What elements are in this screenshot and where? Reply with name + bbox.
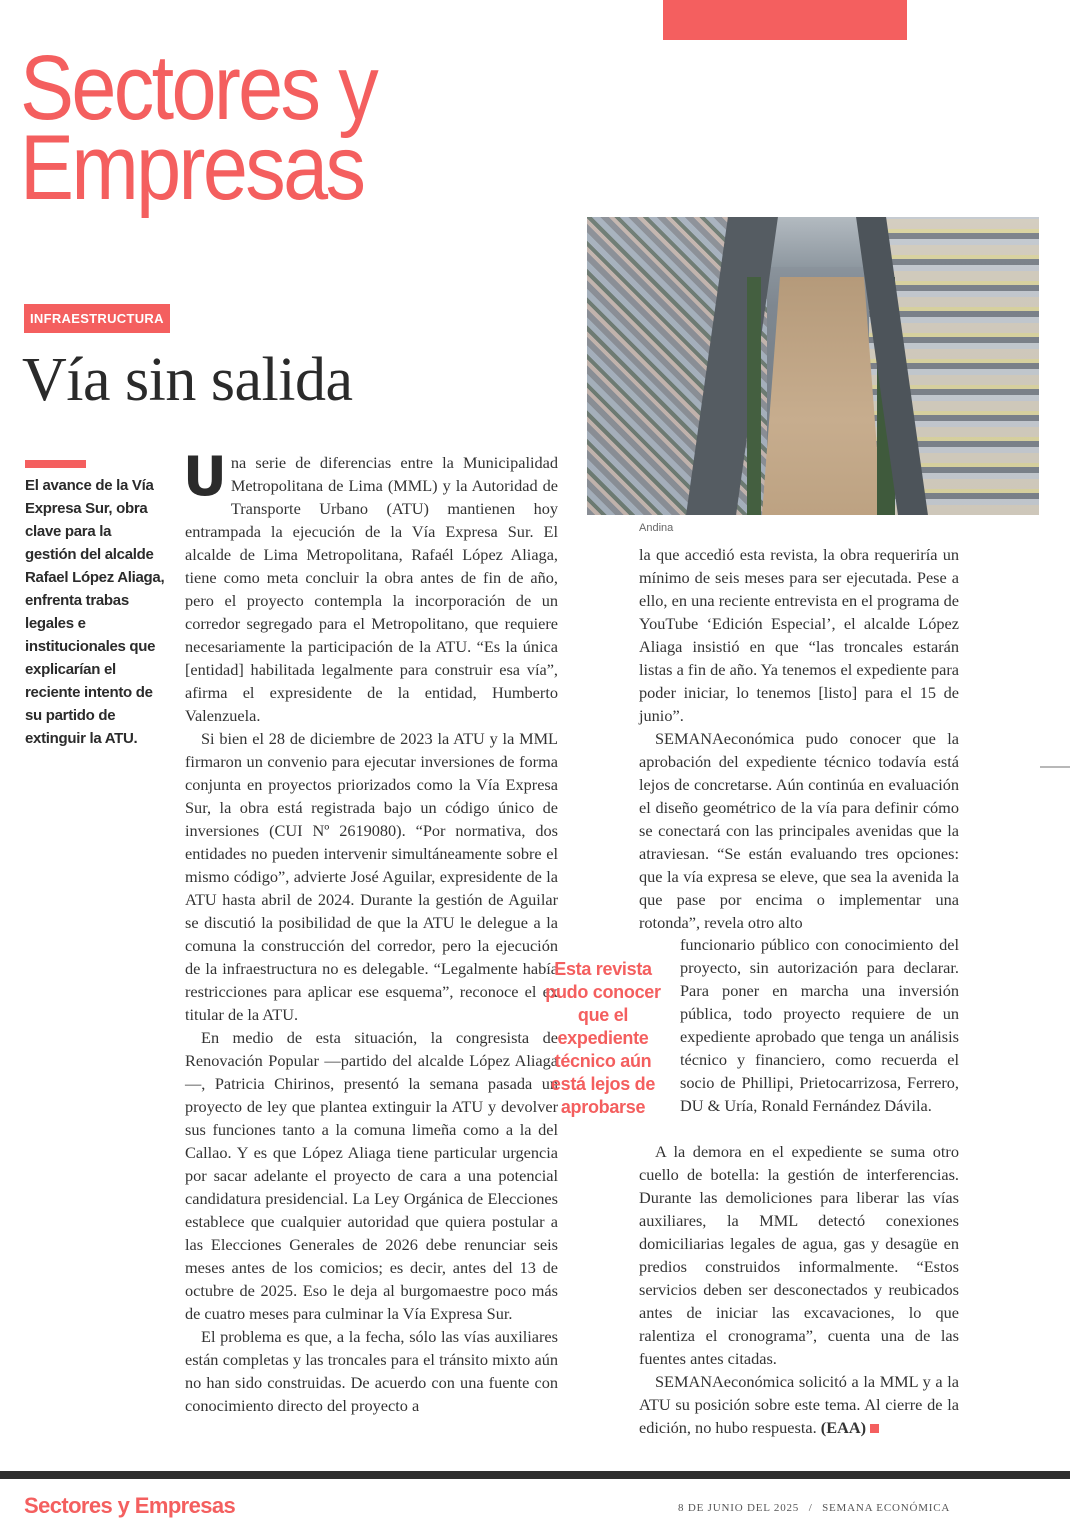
pull-quote: Esta revista pudo conocer que el expediente técnico aún está lejos de aprobarse [545, 959, 661, 1117]
drop-cap: U [183, 445, 227, 508]
section-color-tab [663, 0, 907, 40]
footer-publication: SEMANA ECONÓMICA [822, 1502, 951, 1514]
body-column-2-inset [680, 933, 959, 1117]
paragraph-8: A la demora en el expediente se suma otro cuello de botella: la gestión de interferencias. Durante las demoliciones para liberar las vías auxiliares, la MML detectó conexiones domiciliarias legales de agua, gas y desagüe en predios construidos informalmente. “Estos servicios deben ser desconectados y reubicados antes de iniciar las excavaciones, lo que ralentiza el cronograma”, cuenta una de las fuentes antes citadas. [639, 1142, 959, 1368]
footer-separator: / [808, 1502, 813, 1514]
section-title-line2: Empresas [20, 117, 364, 219]
article-headline: Vía sin salida [22, 346, 353, 414]
body-column-1 [183, 445, 558, 1417]
paragraph-7: funcionario público con conocimiento del proyecto, sin autorización para declarar. Para poner en marcha una inversión pública, todo proyecto requiere de un expediente aprobado que tenga un análisis técnico y financiero, como recuerda el socio de Phillipi, Prietocarrizosa, Ferrero, DU & Uría, Ronald Fernández Dávila. [680, 935, 959, 1115]
paragraph-2: Si bien el 28 de diciembre de 2023 la ATU y la MML firmaron un convenio para ejecutar inversiones de forma conjunta en proyectos priorizados como la Vía Expresa Sur, la obra está registrada bajo un código único de inversiones (CUI Nº 2619080). “Por normativa, dos entidades no pueden intervenir simultáneamente sobre el mismo código”, advierte José Aguilar, expresidente de la ATU hasta abril de 2024. Durante la gestión de Aguilar se discutió la posibilidad de que la ATU le delegue a la comuna la construcción del corredor, pero la ejecución de la infraestructura no es delegable. “Legalmente había restricciones para aplicar ese esquema”, reconoce el ex titular de la ATU. [185, 729, 558, 1024]
margin-rule [1040, 766, 1070, 768]
body-column-2-lower [639, 1140, 959, 1439]
deck-accent-bar [25, 460, 86, 468]
end-of-article-mark-icon [870, 1424, 879, 1433]
footer-date: 8 DE JUNIO DEL 2025 [678, 1502, 800, 1514]
section-title-line1: Sectores y [20, 37, 377, 139]
footer-meta [678, 1502, 950, 1514]
aerial-photo [587, 217, 1039, 515]
paragraph-6: SEMANAeconómica pudo conocer que la aprobación del expediente técnico todavía está lejos de concretarse. Aún continúa en evaluación el diseño geométrico de la vía para definir cómo se conectará con las principales avenidas que la atraviesan. “Se están evaluando tres opciones: que la vía expresa se eleve, que sea la avenida la que pase por encima o implementar una rotonda”, revela otro alto [639, 729, 959, 932]
body-column-2 [639, 543, 959, 934]
paragraph-5: la que accedió esta revista, la obra requeriría un mínimo de seis meses para ser ejecutada. Pese a ello, en una reciente entrevista en el programa de YouTube ‘Edición Especial’, el alcalde López Aliaga insistió en que “las troncales estarán listas a fin de año. Ya tenemos el expediente para poder iniciar, lo tenemos [listo] para el 15 de junio”. [639, 545, 959, 725]
footer-section-name: Sectores y Empresas [24, 1493, 236, 1518]
section-title [20, 37, 377, 219]
footer-rule [0, 1471, 1070, 1479]
photo-credit: Andina [639, 522, 674, 534]
byline-initials: (EAA) [820, 1418, 866, 1437]
article-deck: El avance de la Vía Expresa Sur, obra clave para la gestión del alcalde Rafael López Aliaga, enfrenta trabas legales e institucionales que explicarían el reciente intento de su partido de extinguir la ATU. [25, 477, 165, 747]
paragraph-1: na serie de diferencias entre la Municipalidad Metropolitana de Lima (MML) y la Autoridad de Transporte Urbano (ATU) mantienen hoy entrampada la ejecución de la Vía Expresa Sur. El alcalde de Lima Metropolitana, Rafaél López Aliaga, tiene como meta concluir la obra antes de fin de año, pero el proyecto contempla la incorporación de un corredor segregado para el Metropolitano, que requiere necesariamente la participación de la ATU. “Es la única [entidad] habilitada legalmente para construir esa vía”, afirma el expresidente de la entidad, Humberto Valenzuela. [185, 453, 558, 725]
paragraph-9: SEMANAeconómica solicitó a la MML y a la ATU su posición sobre este tema. Al cierre de la edición, no hubo respuesta. [639, 1372, 959, 1437]
category-kicker: INFRAESTRUCTURA [24, 304, 170, 333]
paragraph-4: El problema es que, a la fecha, sólo las vías auxiliares están completas y las troncales para el tránsito mixto aún no han sido construidas. De acuerdo con una fuente con conocimiento directo del proyecto a [185, 1327, 558, 1415]
paragraph-3: En medio de esta situación, la congresista de Renovación Popular —partido del alcalde López Aliaga—, Patricia Chirinos, presentó la semana pasada un proyecto de ley que plantea extinguir la ATU y devolver sus funciones tanto a la comuna limeña como a la del Callao. Y es que López Aliaga tiene particular urgencia por sacar adelante el proyecto de cara a una potencial candidatura presidencial. La Ley Orgánica de Elecciones establece que cualquier autoridad que quiera postular a las Elecciones Generales de 2026 debe renunciar seis meses antes de los comicios; es decir, antes del 13 de octubre de 2025. Eso le deja al burgomaestre poco más de cuatro meses para culminar la Vía Expresa Sur. [185, 1028, 558, 1323]
